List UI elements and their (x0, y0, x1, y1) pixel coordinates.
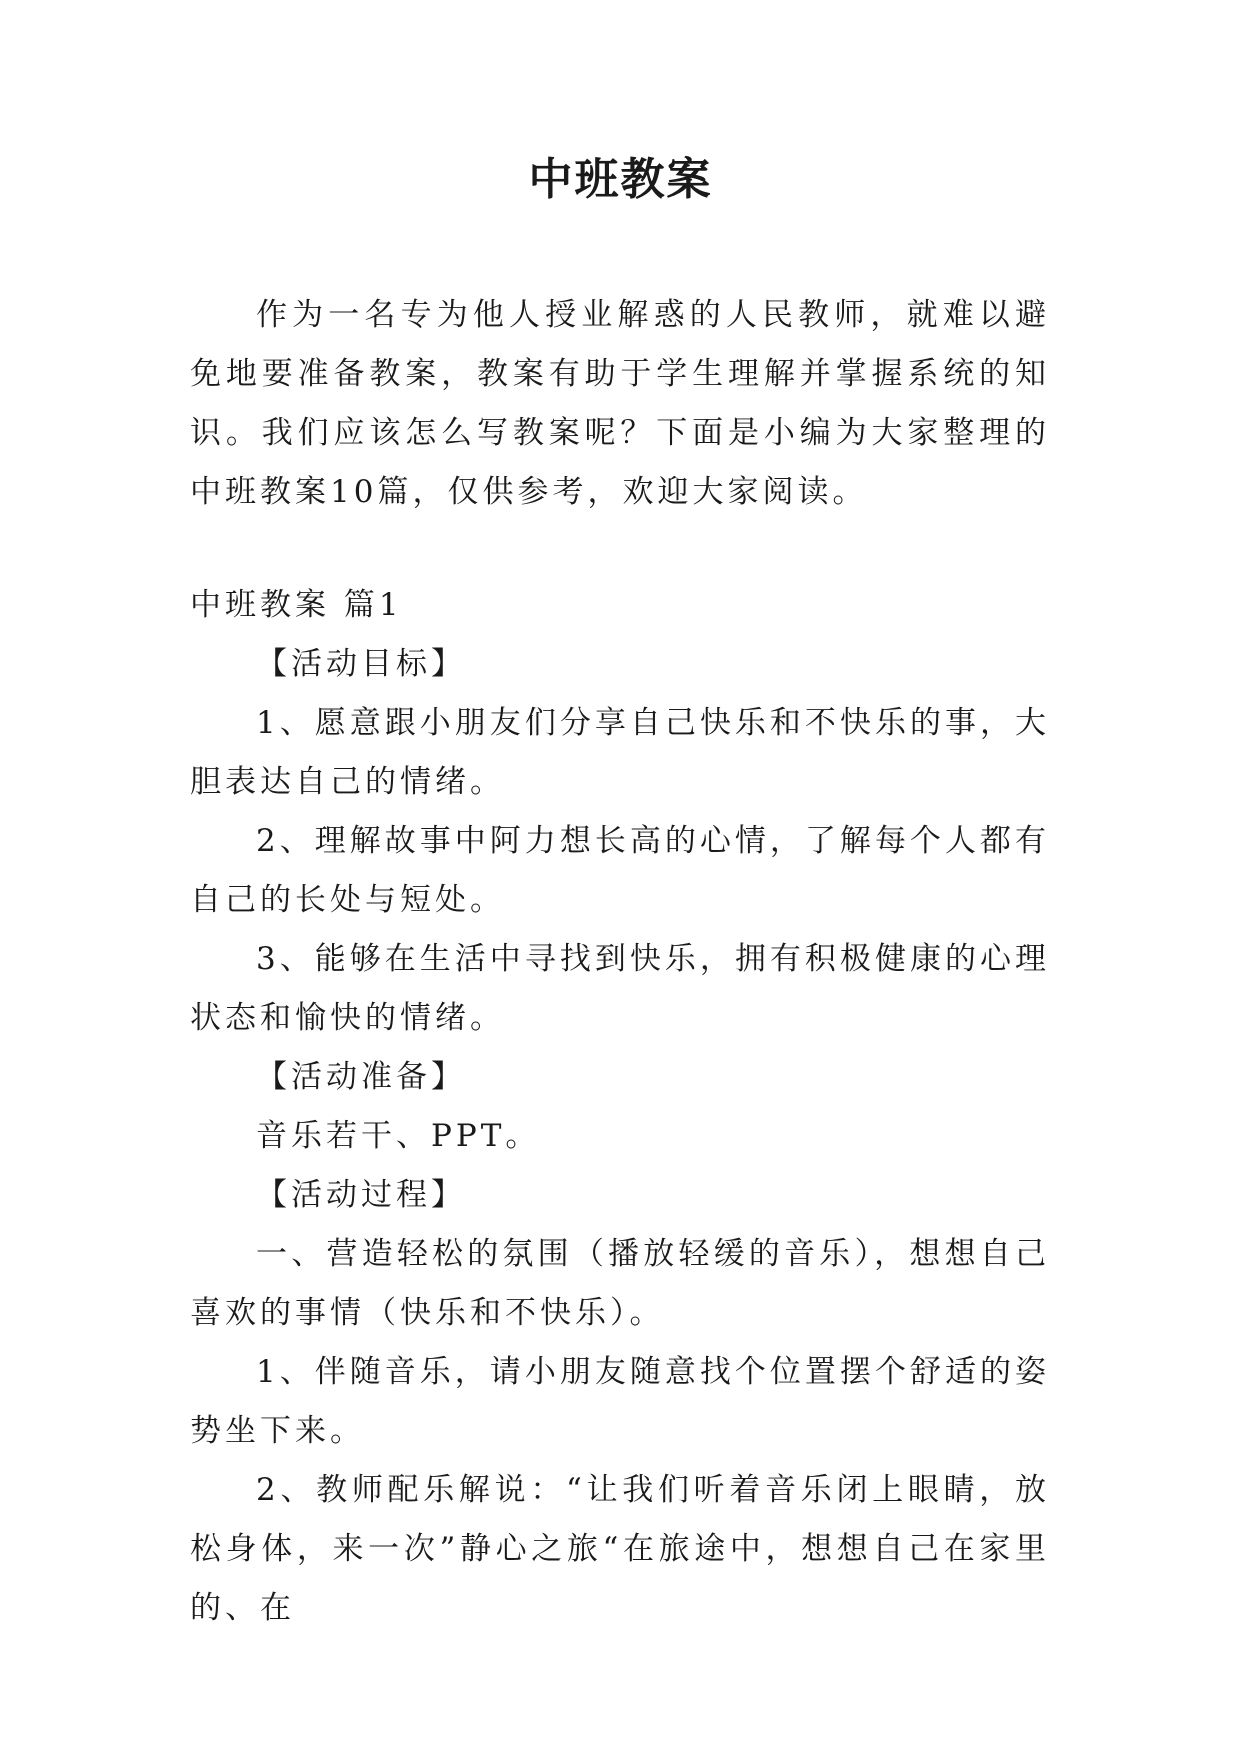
goals-heading: 【活动目标】 (256, 646, 466, 682)
goal-item-2: 2、理解故事中阿力想长高的心情，了解每个人都有自己的长处与短处。 (190, 823, 1050, 918)
process-substep-1: 1、伴随音乐，请小朋友随意找个位置摆个舒适的姿势坐下来。 (190, 1354, 1050, 1449)
document-title: 中班教案 (528, 154, 713, 205)
goal-item-1: 1、愿意跟小朋友们分享自己快乐和不快乐的事，大胆表达自己的情绪。 (190, 705, 1050, 800)
process-heading: 【活动过程】 (256, 1177, 466, 1213)
prep-text: 音乐若干、PPT。 (256, 1118, 541, 1154)
process-step-1: 一、营造轻松的氛围（播放轻缓的音乐），想想自己喜欢的事情（快乐和不快乐）。 (190, 1236, 1050, 1331)
article-body (190, 576, 1050, 1638)
goal-item-3: 3、能够在生活中寻找到快乐，拥有积极健康的心理状态和愉快的情绪。 (190, 941, 1050, 1036)
process-substep-2: 2、教师配乐解说：“让我们听着音乐闭上眼睛，放松身体，来一次”静心之旅“在旅途中，想想自己在家里的、在 (190, 1472, 1050, 1626)
article-heading: 中班教案 篇1 (190, 587, 403, 623)
prep-heading: 【活动准备】 (256, 1059, 466, 1095)
intro-block (190, 286, 1050, 522)
intro-paragraph: 作为一名专为他人授业解惑的人民教师，就难以避免地要准备教案，教案有助于学生理解并掌握系统的知识。我们应该怎么写教案呢？下面是小编为大家整理的中班教案10篇，仅供参考，欢迎大家阅读。 (190, 297, 1050, 510)
